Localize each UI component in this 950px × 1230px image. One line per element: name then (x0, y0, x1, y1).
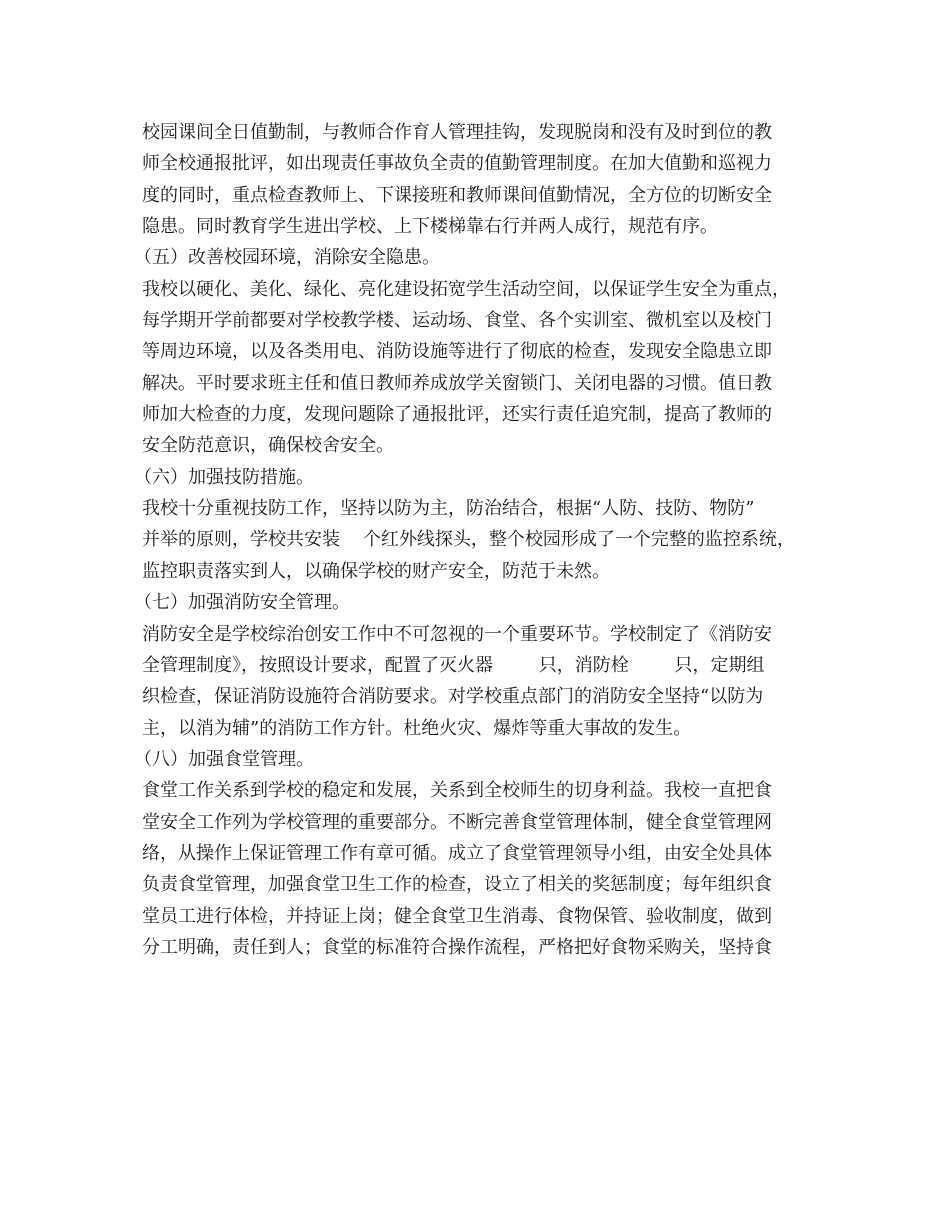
text-line: 消防安全是学校综治创安工作中不可忽视的一个重要环节。学校制定了《消防安 (142, 623, 772, 645)
text-line: 监控职责落实到人，以确保学校的财产安全，防范于未然。 (142, 560, 610, 582)
text-line: 校园课间全日值勤制，与教师合作育人管理挂钩，发现脱岗和没有及时到位的教 (142, 122, 772, 143)
text-line: 安全防范意识，确保校舍安全。 (142, 435, 394, 457)
text-line: 食堂工作关系到学校的稳定和发展，关系到全校师生的切身利益。我校一直把食 (142, 780, 772, 802)
section-heading-5: （五）改善校园环境，消除安全隐患。 (134, 247, 440, 269)
text-line: 堂安全工作列为学校管理的重要部分。不断完善食堂管理体制，健全食堂管理网 (142, 811, 772, 833)
text-line: 每学期开学前都要对学校教学楼、运动场、食堂、各个实训室、微机室以及校门 (142, 310, 772, 332)
section-heading-8: （八）加强食堂管理。 (134, 748, 314, 770)
document-body (134, 117, 822, 963)
text-line: 隐患。同时教育学生进出学校、上下楼梯靠右行并两人成行，规范有序。 (142, 216, 718, 238)
text-line: 我校以硬化、美化、绿化、亮化建设拓宽学生活动空间，以保证学生安全为重点， (142, 278, 790, 300)
text-line: 堂员工进行体检，并持证上岗；健全食堂卫生消毒、食物保管、验收制度，做到 (142, 905, 772, 927)
text-line: 络，从操作上保证管理工作有章可循。成立了食堂管理领导小组，由安全处具体 (142, 842, 772, 864)
text-line: 师加大检查的力度，发现问题除了通报批评，还实行责任追究制，提高了教师的 (142, 404, 772, 426)
section-heading-6: （六）加强技防措施。 (134, 466, 314, 488)
text-line: 我校十分重视技防工作，坚持以防为主，防治结合，根据“人防、技防、物防” (142, 498, 755, 520)
text-line: 度的同时，重点检查教师上、下课接班和教师课间值勤情况，全方位的切断安全 (142, 184, 772, 206)
text-line: 负责食堂管理，加强食堂卫生工作的检查，设立了相关的奖惩制度；每年组织食 (142, 874, 772, 896)
text-line: 解决。平时要求班主任和值日教师养成放学关窗锁门、关闭电器的习惯。值日教 (142, 372, 772, 394)
text-line: 师全校通报批评，如出现责任事故负全责的值勤管理制度。在加大值勤和巡视力 (142, 153, 772, 175)
text-line: 等周边环境，以及各类用电、消防设施等进行了彻底的检查，发现安全隐患立即 (142, 341, 772, 363)
section-heading-7: （七）加强消防安全管理。 (134, 592, 350, 614)
text-line: 全管理制度》，按照设计要求，配置了灭火器 只，消防栓 只，定期组 (142, 654, 765, 676)
text-line: 主，以消为辅”的消防工作方针。杜绝火灾、爆炸等重大事故的发生。 (142, 717, 692, 739)
text-line: 并举的原则，学校共安装 个红外线探头，整个校园形成了一个完整的监控系统， (142, 529, 795, 551)
text-line: 织检查，保证消防设施符合消防要求。对学校重点部门的消防安全坚持“以防为 (142, 686, 764, 708)
text-line: 分工明确，责任到人；食堂的标准符合操作流程，严格把好食物采购关，坚持食 (142, 936, 772, 958)
